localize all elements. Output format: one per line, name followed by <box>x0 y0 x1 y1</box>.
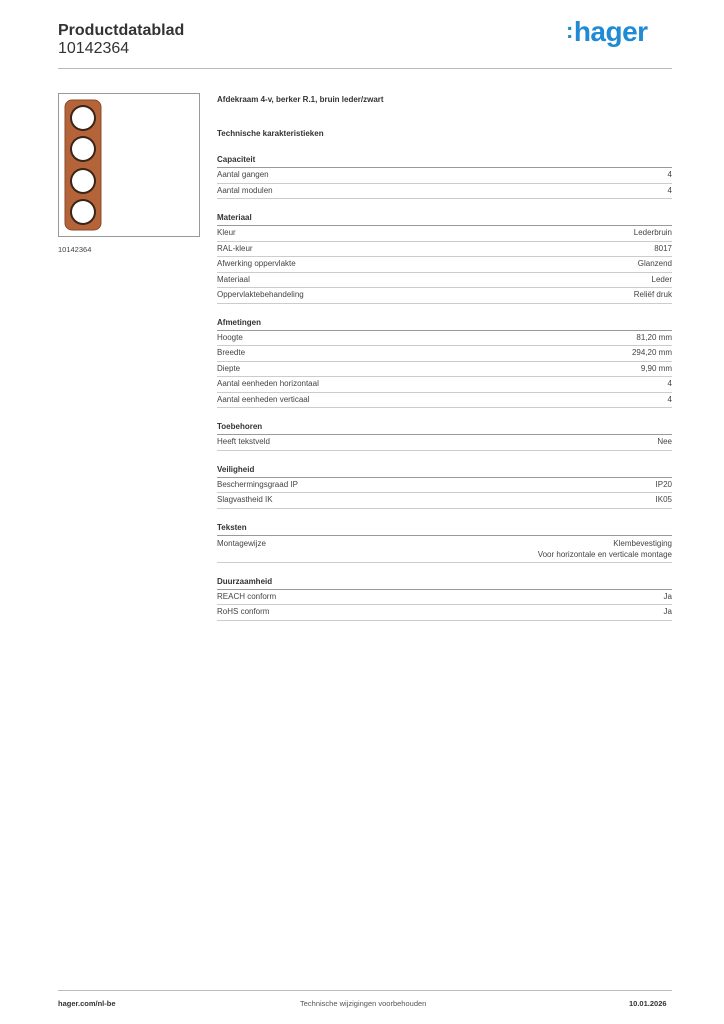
spec-section <box>217 465 672 509</box>
spec-label: Materiaal <box>217 274 250 284</box>
spec-row <box>217 331 672 347</box>
spec-label: Heeft tekstveld <box>217 437 270 446</box>
spec-value: Ja <box>663 607 672 616</box>
product-code-header: 10142364 <box>58 40 130 57</box>
product-image-caption: 10142364 <box>58 245 92 254</box>
spec-label: Diepte <box>217 363 241 373</box>
spec-value: Glanzend <box>637 259 672 268</box>
spec-value: 4 <box>667 394 672 404</box>
spec-row <box>217 273 672 289</box>
spec-label: Montagewijze <box>217 538 266 548</box>
spec-row <box>217 168 672 184</box>
document-title: Productdatablad <box>58 22 185 39</box>
spec-row <box>217 242 672 258</box>
spec-heading: Technische karakteristieken <box>217 129 324 138</box>
spec-row <box>217 257 672 273</box>
frame-hole <box>72 170 94 192</box>
logo-text: hager <box>573 16 648 47</box>
spec-value: 4 <box>667 185 672 195</box>
spec-label: Slagvastheid IK <box>217 495 273 504</box>
section-title: Toebehoren <box>217 422 672 435</box>
spec-value: 294,20 mm <box>631 348 672 357</box>
frame-hole <box>72 138 94 160</box>
section-title: Materiaal <box>217 213 672 226</box>
spec-label: Hoogte <box>217 332 243 342</box>
spec-label: Aantal modulen <box>217 185 273 195</box>
spec-section <box>217 422 672 451</box>
spec-section <box>217 523 672 563</box>
spec-value: 9,90 mm <box>640 363 672 373</box>
spec-row <box>217 493 672 509</box>
footer-disclaimer: Technische wijzigingen voorbehouden <box>300 999 427 1008</box>
product-name: Afdekraam 4-v, berker R.1, bruin leder/zwart <box>217 95 384 104</box>
spec-value <box>538 538 672 560</box>
spec-row <box>217 288 672 304</box>
spec-content <box>217 95 672 621</box>
spec-value: 4 <box>667 379 672 388</box>
spec-row <box>217 605 672 621</box>
spec-section <box>217 577 672 621</box>
frame-hole <box>72 201 94 223</box>
spec-row <box>217 393 672 409</box>
spec-value: IP20 <box>655 479 672 489</box>
spec-section <box>217 318 672 409</box>
spec-value: Reliëf druk <box>633 290 672 299</box>
spec-label: RoHS conform <box>217 607 270 616</box>
spec-label: Aantal eenheden horizontaal <box>217 379 319 388</box>
spec-value: 4 <box>667 170 672 179</box>
spec-value: Leder <box>651 274 672 284</box>
spec-row <box>217 536 672 563</box>
spec-label: Oppervlaktebehandeling <box>217 290 304 299</box>
spec-value: IK05 <box>655 495 672 504</box>
hager-logo <box>566 16 648 48</box>
spec-label: REACH conform <box>217 591 277 601</box>
spec-label: Beschermingsgraad IP <box>217 479 298 489</box>
section-title: Veiligheid <box>217 465 672 478</box>
product-image <box>59 94 199 236</box>
section-title: Duurzaamheid <box>217 577 672 590</box>
footer-website: hager.com/nl-be <box>58 999 116 1008</box>
spec-label: Aantal eenheden verticaal <box>217 394 310 404</box>
product-image-frame <box>58 93 200 237</box>
spec-row <box>217 362 672 378</box>
spec-row <box>217 184 672 200</box>
spec-value: 81,20 mm <box>636 332 672 342</box>
spec-row <box>217 377 672 393</box>
header-divider <box>58 68 672 69</box>
spec-value-line: Voor horizontale en verticale montage <box>537 549 672 559</box>
spec-value: 8017 <box>654 243 672 253</box>
spec-row <box>217 346 672 362</box>
section-title: Afmetingen <box>217 318 672 331</box>
footer-date: 10.01.2026 <box>629 999 667 1008</box>
spec-row <box>217 435 672 451</box>
footer-divider <box>58 990 672 991</box>
spec-label: Kleur <box>217 228 236 237</box>
logo-dots-icon: : <box>566 18 573 43</box>
spec-value: Ja <box>663 591 672 601</box>
frame-hole <box>72 107 94 129</box>
spec-label: Breedte <box>217 348 246 357</box>
spec-section <box>217 155 672 199</box>
spec-value: Lederbruin <box>633 228 672 237</box>
spec-row <box>217 478 672 494</box>
section-title: Teksten <box>217 523 672 536</box>
spec-label: Afwerking oppervlakte <box>217 259 296 268</box>
spec-sections <box>217 155 672 621</box>
section-title: Capaciteit <box>217 155 672 168</box>
spec-row <box>217 590 672 606</box>
spec-value: Nee <box>657 437 672 446</box>
spec-label: RAL-kleur <box>217 243 253 253</box>
spec-section <box>217 213 672 304</box>
spec-label: Aantal gangen <box>217 170 269 179</box>
spec-value-line: Klembevestiging <box>613 538 672 548</box>
spec-row <box>217 226 672 242</box>
